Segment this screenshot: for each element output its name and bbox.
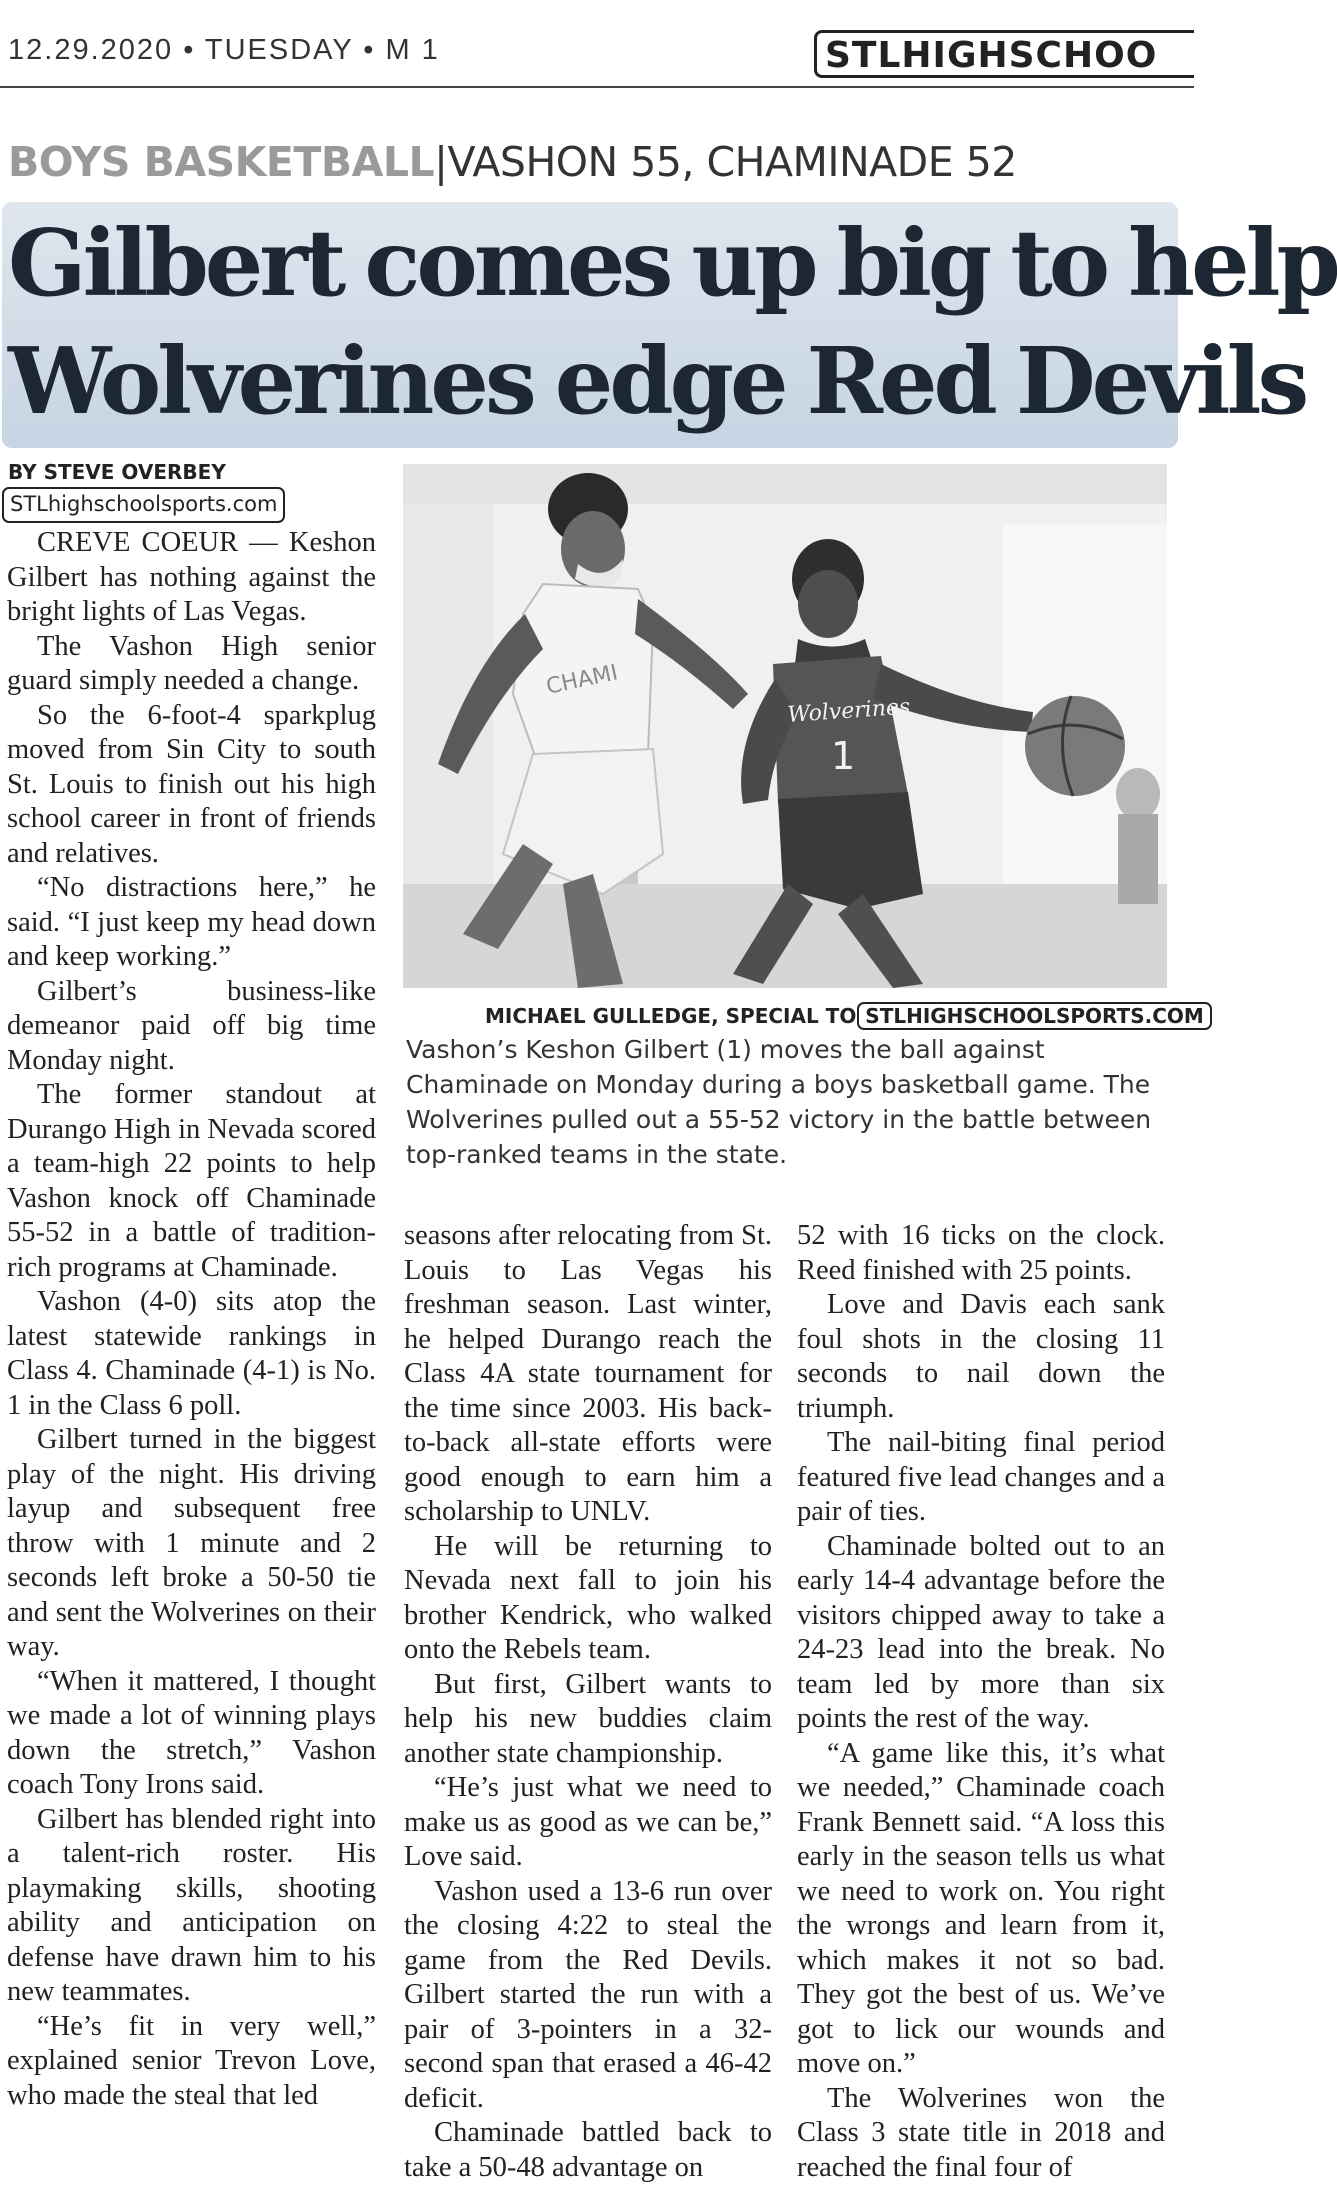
photo-credit-site: STLHIGHSCHOOLSPORTS.COM [857, 1002, 1212, 1030]
kicker-section: BOYS BASKETBALL [8, 138, 435, 186]
article-column-3 [797, 1219, 1165, 2185]
article-paragraph: The former standout at Durango High in Nevada scored a team-high 22 points to help Vashon knock off Chaminade 55-52 in a battle of tradition-rich programs at Chaminade. [7, 1079, 376, 1283]
article-paragraph: He will be returning to Nevada next fall to join his brother Kendrick, who walked onto the Rebels team. [404, 1530, 772, 1665]
headline [8, 204, 1337, 440]
brand-text: STLHIGHSCHOO [825, 35, 1158, 76]
article-paragraph: “No distractions here,” he said. “I just keep my head down and keep working.” [7, 872, 376, 972]
article-paragraph-continued: seasons after relocating from St. Louis to Las Vegas his freshman season. Last winter, he helped Durango reach the Class 4A state tournament for the time since 2003. His back-to-back all-state efforts were good enough to earn him a scholarship to UNLV. [404, 1220, 773, 1527]
photo-credit-name: MICHAEL GULLEDGE [485, 1004, 712, 1028]
article-paragraph: The Wolverines won the Class 3 state title in 2018 and reached the final four of [797, 2082, 1165, 2183]
article-paragraph: “He’s fit in very well,” explained senior Trevon Love, who made the steal that led [7, 2010, 376, 2111]
article-paragraph: So the 6-foot-4 sparkplug moved from Sin City to south St. Louis to finish out his high school career in front of friends and relatives. [7, 699, 376, 869]
article-paragraph: But first, Gilbert wants to help his new buddies claim another state championship. [404, 1668, 772, 1769]
article-paragraph: The Vashon High senior guard simply needed a change. [7, 630, 376, 696]
brand-logo [814, 30, 1194, 78]
article-paragraph: Gilbert has blended right into a talent-rich roster. His playmaking skills, shooting ability and anticipation on defense have drawn him to his new teammates. [7, 1803, 376, 2007]
article-paragraph: Chaminade battled back to take a 50-48 advantage on [404, 2117, 772, 2183]
article-paragraph: “When it mattered, I thought we made a lot of winning plays down the stretch,” Vashon coach Tony Irons said. [7, 1665, 376, 1800]
photo-credit [485, 1004, 1212, 1028]
article-column-2 [404, 1219, 772, 2185]
jersey-text-chaminade: CHAMI [544, 660, 621, 700]
article-paragraph: Chaminade bolted out to an early 14-4 advantage before the visitors chipped away to take a 24-23 lead into the break. No team led by more than six points the rest of the way. [797, 1530, 1165, 1734]
jersey-number: 1 [831, 734, 856, 778]
article-paragraph: Gilbert’s business-like demeanor paid off big time Monday night. [7, 975, 376, 1076]
article-paragraph: CREVE COEUR — Keshon Gilbert has nothing against the bright lights of Las Vegas. [7, 527, 376, 627]
headline-line-2: Wolverines edge Red Devils [8, 327, 1306, 435]
photo-caption: Vashon’s Keshon Gilbert (1) moves the ball against Chaminade on Monday during a boys basketball game. The Wolverines pulled out a 55-52 victory in the battle between top-ranked teams in the state. [406, 1035, 1152, 1169]
article-paragraph-continued: 52 with 16 ticks on the clock. Reed finished with 25 points. [797, 1220, 1165, 1286]
byline-author: BY STEVE OVERBEY [8, 460, 226, 484]
dateline: 12.29.2020 • TUESDAY • M 1 [8, 34, 440, 66]
kicker-score: VASHON 55, CHAMINADE 52 [447, 138, 1017, 186]
headline-line-1: Gilbert comes up big to help [8, 209, 1337, 317]
photo-illustration [403, 464, 1167, 988]
game-photo [403, 464, 1167, 988]
article-paragraph: Gilbert turned in the biggest play of the night. His driving layup and subsequent free throw with 1 minute and 2 seconds left broke a 50-50 tie and sent the Wolverines on their way. [7, 1424, 376, 1662]
page-header [0, 0, 1194, 88]
byline-site: STLhighschoolsports.com [2, 487, 285, 523]
section-kicker [8, 138, 1017, 186]
kicker-separator: | [434, 138, 448, 186]
photo-credit-middle: , SPECIAL TO [711, 1004, 864, 1028]
article-paragraph: “He’s just what we need to make us as good as we can be,” Love said. [404, 1772, 772, 1872]
article-paragraph: Vashon (4-0) sits atop the latest statewide rankings in Class 4. Chaminade (4-1) is No. 1 in the Class 6 poll. [7, 1286, 376, 1421]
article-paragraph: Vashon used a 13-6 run over the closing 4:22 to steal the game from the Red Devils. Gilbert started the run with a pair of 3-pointers in a 32-second span that erased a 46-42 deficit. [404, 1875, 772, 2114]
article-paragraph: The nail-biting final period featured five lead changes and a pair of ties. [797, 1427, 1165, 1527]
article-paragraph: “A game like this, it’s what we needed,” Chaminade coach Frank Bennett said. “A loss this early in the season tells us what we need to work on. You right the wrongs and learn from it, which makes it not so bad. They got the best of us. We’ve got to lick our wounds and move on.” [797, 1737, 1165, 2079]
article-paragraph: Love and Davis each sank foul shots in the closing 11 seconds to nail down the triumph. [797, 1289, 1165, 1424]
jersey-text-wolverines: Wolverines [786, 694, 912, 728]
article-column-1 [7, 526, 376, 2113]
